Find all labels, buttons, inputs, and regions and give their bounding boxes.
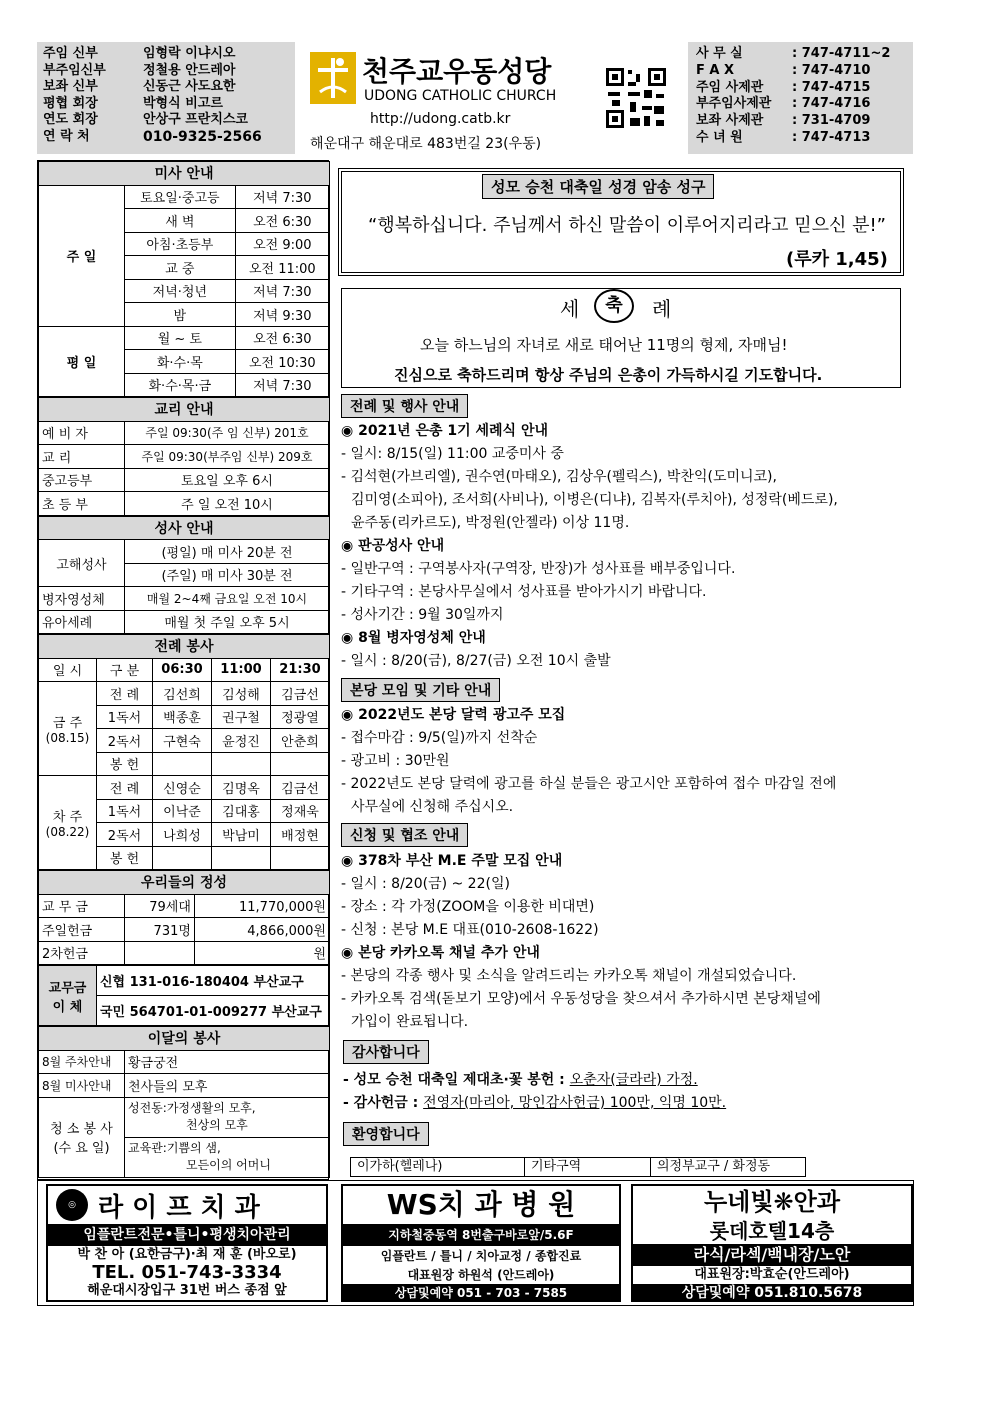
verse-quote: “행복하십니다. 주님께서 하신 말씀이 이루어지리라고 믿으신 분!” — [368, 215, 887, 236]
clergy-row: 연 락 처 010-9325-2566 — [43, 128, 262, 145]
dental-logo-icon: ◎ — [56, 1189, 88, 1221]
clergy-row: 연도 회장 안상구 프란치스코 — [43, 112, 248, 128]
contact-row: 사 무 실 : 747-4711~2 — [696, 46, 891, 61]
sacrament-table: 성사 안내 고해성사 (평일) 매 미사 20분 전 (주일) 매 미사 30분 전 병자영성체 매월 2~4째 금요일 오전 10시 유아세례 매월 첫 주일 오후 5시 — [38, 516, 330, 635]
church-address: 해운대구 해운대로 483번길 23(우동) — [310, 136, 542, 152]
celebration-emblem-icon: 축 — [594, 289, 634, 323]
notice-me: ◉ 378차 부산 M.E 주말 모집 안내 - 일시 : 8/20(금) ~ 22(일) - 장소 : 각 가정(ZOOM을 이용한 비대면) - 신청 : 본당 M.E 대표(010-2608-1622) ◉ 본당 카카오톡 채널 추가 안내 - 본당의 각종 행사 및 소식을 알려드리는 카카오톡 채널이 개설되었습니다. - 카카오톡 검색(돋보기 모양)에서 우동성당을 찾으셔서 추가하시면 본당채널에 가입이 완료됩니다. — [341, 853, 821, 1030]
section-title: 미사 안내 — [39, 162, 330, 186]
baptism-line-2: 진심으로 축하드리며 항상 주님의 은총이 가득하시길 기도합니다. — [394, 366, 823, 384]
contact-row: 주임 사제관 : 747-4715 — [696, 79, 871, 95]
clergy-row: 평협 회장 박형식 비고르 — [43, 95, 223, 111]
welcome-row: 이가하(헬레나) 기타구역 의정부교구 / 화정동 — [350, 1157, 806, 1177]
thanks-row-2: - 감사헌금 : 전영자(마리아, 망인감사헌금) 100만, 익명 10만. — [343, 1095, 727, 1111]
church-name-ko: 천주교우동성당 — [362, 55, 552, 88]
section-tag-liturgy-events: 전례 및 행사 안내 — [341, 394, 468, 418]
weekday-label: 평 일 — [39, 326, 125, 397]
contacts-box — [688, 42, 913, 154]
section-tag-apply: 신청 및 협조 안내 — [341, 823, 468, 847]
contact-row: 보좌 사제관 : 731-4709 — [696, 113, 871, 129]
church-logo-icon — [310, 52, 356, 104]
clergy-row: 주임 신부 임형락 이냐시오 — [43, 46, 236, 61]
section-tag-thanks: 감사합니다 — [343, 1040, 429, 1064]
contact-row: 수 녀 원 : 747-4713 — [696, 129, 871, 145]
verse-tag: 성모 승천 대축일 성경 암송 성구 — [482, 174, 714, 199]
section-tag-parish: 본당 모임 및 기타 안내 — [341, 678, 500, 702]
baptism-title-right: 례 — [652, 297, 672, 321]
qr-code-icon — [604, 66, 668, 130]
notice-calendar: ◉ 2022년도 본당 달력 광고주 모집 - 접수마감 : 9/5(일)까지 선착순 - 광고비 : 30만원 - 2022년도 본당 달력에 광고를 하실 분들은 광고시안 포함하여 접수 마감일 전에 사무실에 신청해 주십시오. — [341, 707, 837, 815]
left-column — [37, 160, 329, 1180]
clergy-row: 부주임신부 정철용 안드레아 — [43, 62, 236, 78]
ad-nunebit-eye-clinic: 누네빛❋안과 롯데호텔14층 라식/라섹/백내장/노안 대표원장:박효순(안드레아) 상담및예약 051.810.5678 — [631, 1184, 913, 1302]
offering-table: 우리들의 정성 교 무 금 79세대 11,770,000원 주일헌금 731명 4,866,000원 2차헌금 원 — [38, 870, 330, 965]
notice-baptism: ◉ 2021년 은총 1기 세례식 안내 - 일시: 8/15(일) 11:00 교중미사 중 - 김석현(가브리엘), 권수연(마태오), 김상우(펠릭스), 박찬익(도미니코), 김미영(소피아), 조서희(사비나), 이병은(디냐), 김복자(루치아), 성정락(베드로), 윤주동(리카르도), 박정원(안젤라) 이상 11명. ◉ 판공성사 안내 - 일반구역 : 구역봉사자(구역장, 반장)가 성사표를 배부중입니다. - 기타구역 : 본당사무실에서 성사표를 받아가시기 바랍니다. - 성사기간 : 9월 30일까지 ◉ 8월 병자영성체 안내 - 일시 : 8/20(금), 8/27(금) 오전 10시 출발 — [341, 423, 838, 669]
doctrine-table: 교리 안내 예 비 자 주일 09:30(주 임 신부) 201호 교 리 주일 09:30(부주임 신부) 209호 중고등부 토요일 오후 6시 초 등 부 주 일 오전 10시 — [38, 397, 330, 516]
thanks-row-1: - 성모 승천 대축일 제대초·꽃 봉헌 : 오춘자(글라라) 가정. — [343, 1072, 698, 1088]
monthly-table: 이달의 봉사 8월 주차안내 황금궁전 8월 미사안내 천사들의 모후 청 소 봉 사 (수 요 일) 성전동:가정생활의 모후, 천상의 모후 교육관:기쁨의 샘, 모든이의 어머니 — [38, 1026, 330, 1178]
mass-table: 미사 안내 주 일 토요일·중고등 저녁 7:30 새 벽 오전 6:30 아침·초등부 오전 9:00 교 중 오전 11:00 저녁·청년 저녁 7:30 밤 저녁 9:30 평 일 월 ~ 토 오전 6:30 화·수·목 오전 10:30 화·수·목·금 저녁 7:30 — [38, 161, 330, 397]
clergy-box — [37, 42, 295, 154]
contact-row: 부주임사제관 : 747-4716 — [696, 96, 871, 112]
church-url[interactable]: http://udong.catb.kr — [370, 111, 511, 127]
sunday-label: 주 일 — [39, 185, 125, 326]
verse-reference: (루카 1,45) — [786, 249, 888, 270]
contact-row: F A X : 747-4710 — [696, 62, 871, 78]
baptism-title-left: 세 — [560, 297, 580, 321]
ad-life-dental: ◎ 라 이 프 치 과 임플란트전문•틀니•평생치아관리 박 찬 아 (요한금구)·최 재 훈 (바오로) TEL. 051-743-3334 해운대시장입구 31번 버스 종점 앞 — [46, 1184, 328, 1302]
liturgy-table: 전례 봉사 일 시 구 분 06:30 11:00 21:30 금 주 (08.15) 전 례 김선희 김성해 김금선 1독서 백종훈 권구철 정광열 2독서 구현숙 윤정진 안춘희 봉 헌 차 주 (08.22) 전 례 신영순 김명옥 김금선 1독서 이낙준 김대홍 정재욱 2독서 나희성 박남미 배정현 봉 헌 — [38, 634, 330, 870]
transfer-table: 교무금 이 체 신협 131-016-180404 부산교구 국민 564701-01-009277 부산교구 — [38, 965, 330, 1026]
baptism-line-1: 오늘 하느님의 자녀로 새로 태어난 11명의 형제, 자매님! — [420, 336, 788, 354]
section-tag-welcome: 환영합니다 — [343, 1122, 429, 1146]
ad-ws-dental-hospital: WS치 과 병 원 지하철중동역 8번출구바로앞/5.6F 임플란트 / 틀니 / 치아교정 / 종합진료 대표원장 하원석 (안드레아) 상담및예약 051 - 703 - 7585 — [341, 1184, 621, 1302]
clergy-row: 보좌 신부 신동근 사도요한 — [43, 79, 236, 95]
church-name-en: UDONG CATHOLIC CHURCH — [364, 88, 557, 104]
